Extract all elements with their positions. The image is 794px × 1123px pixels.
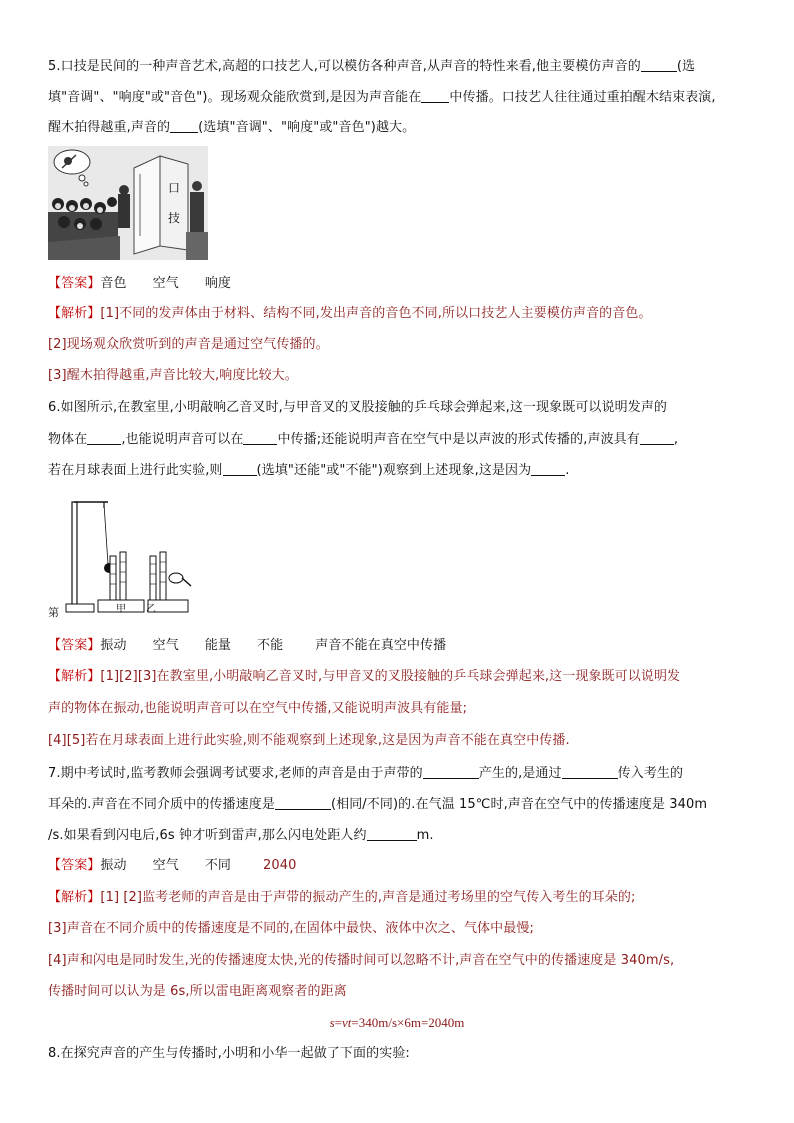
q6-blank-2 xyxy=(243,431,277,445)
q6-answer-line: 【答案】振动 空气 能量 不能 声音不能在真空中传播 xyxy=(48,638,447,653)
diagram-label-jia: 甲 xyxy=(116,604,126,615)
q7-analysis-1: 【解析】[1] [2]监考老师的声音是由于声带的振动产生的,声音是通过考场里的空气传入考生的耳朵的; xyxy=(48,890,636,905)
q7-analysis-4: 传播时间可以认为是 6s,所以雷电距离观察者的距离 xyxy=(48,984,347,999)
q6-blank-5 xyxy=(531,462,565,476)
q5-stem-line-1: 5.口技是民间的一种声音艺术,高超的口技艺人,可以模仿各种声音,从声音的特性来看,他主要模仿声音的 (选 xyxy=(48,59,696,74)
kouji-illustration xyxy=(48,146,208,260)
q5-analysis-2: [2]现场观众欣赏听到的声音是通过空气传播的。 xyxy=(48,337,329,352)
q6-stem-line-3: 若在月球表面上进行此实验,则 (选填"还能"或"不能")观察到上述现象,这是因为 . xyxy=(48,463,570,478)
q6-blank-1 xyxy=(87,431,121,445)
q7-stem-line-3: /s.如果看到闪电后,6s 钟才听到雷声,那么闪电处距人约 m. xyxy=(48,828,434,843)
svg-text:口: 口 xyxy=(168,181,181,195)
q5-analysis-1: 【解析】[1]不同的发声体由于材料、结构不同,发出声音的音色不同,所以口技艺人主要模仿声音的音色。 xyxy=(48,306,652,321)
q5-blank-3 xyxy=(170,119,198,133)
q5-answer-line: 【答案】音色 空气 响度 xyxy=(48,276,232,291)
q7-blank-3 xyxy=(275,796,331,810)
q7-analysis-2: [3]声音在不同介质中的传播速度是不同的,在固体中最快、液体中次之、气体中最慢; xyxy=(48,921,534,936)
q7-answer-line: 【答案】振动 空气 不同 2040 xyxy=(48,858,297,873)
diagram-label-yi: 乙 xyxy=(146,604,156,615)
q5-stem-line-3: 醒木拍得越重,声音的 (选填"音调"、"响度"或"音色")越大。 xyxy=(48,120,416,135)
q6-stem-line-2: 物体在 ,也能说明声音可以在 中传播;还能说明声音在空气中是以声波的形式传播的,声波具有 , xyxy=(48,432,679,447)
q7-stem-line-2: 耳朵的.声音在不同介质中的传播速度是 (相同/不同)的.在气温 15℃时,声音在空气中的传播速度是 340m xyxy=(48,797,708,812)
q6-analysis-2: 声的物体在振动,也能说明声音可以在空气中传播,又能说明声波具有能量; xyxy=(48,701,468,716)
q6-blank-4 xyxy=(223,462,257,476)
q5-blank-2 xyxy=(421,89,449,103)
q6-analysis-1: 【解析】[1][2][3]在教室里,小明敲响乙音叉时,与甲音叉的叉股接触的乒乓球会弹起来,这一现象既可以说明发 xyxy=(48,669,681,684)
q7-formula: s=vt=340m/s×6m=2040m xyxy=(329,1015,465,1030)
q8-stem-line-1: 8.在探究声音的产生与传播时,小明和小华一起做了下面的实验: xyxy=(48,1046,410,1061)
q6-blank-3 xyxy=(640,431,674,445)
tuning-fork-diagram xyxy=(48,494,192,620)
q5-stem-line-2: 填"音调"、"响度"或"音色")。现场观众能欣赏到,是因为声音能在 中传播。口技艺人往往通过重拍醒木结束表演, xyxy=(48,90,716,105)
q7-stem-line-1: 7.期中考试时,监考教师会强调考试要求,老师的声音是由于声带的 产生的,是通过 传入考生的 xyxy=(48,766,684,781)
q5-blank-1 xyxy=(641,58,677,72)
q7-blank-4 xyxy=(367,827,417,841)
q6-analysis-3: [4][5]若在月球表面上进行此实验,则不能观察到上述现象,这是因为声音不能在真空中传播. xyxy=(48,733,570,748)
svg-text:技: 技 xyxy=(168,211,181,225)
q7-blank-2 xyxy=(562,765,618,779)
diagram-label-left: 第 xyxy=(48,606,59,619)
q5-analysis-3: [3]醒木拍得越重,声音比较大,响度比较大。 xyxy=(48,368,298,383)
q7-analysis-3: [4]声和闪电是同时发生,光的传播速度太快,光的传播时间可以忽略不计,声音在空气中的传播速度是 340m/s, xyxy=(48,953,675,968)
q7-blank-1 xyxy=(423,765,479,779)
q6-stem-line-1: 6.如图所示,在教室里,小明敲响乙音叉时,与甲音叉的叉股接触的乒乓球会弹起来,这一现象既可以说明发声的 xyxy=(48,400,668,415)
